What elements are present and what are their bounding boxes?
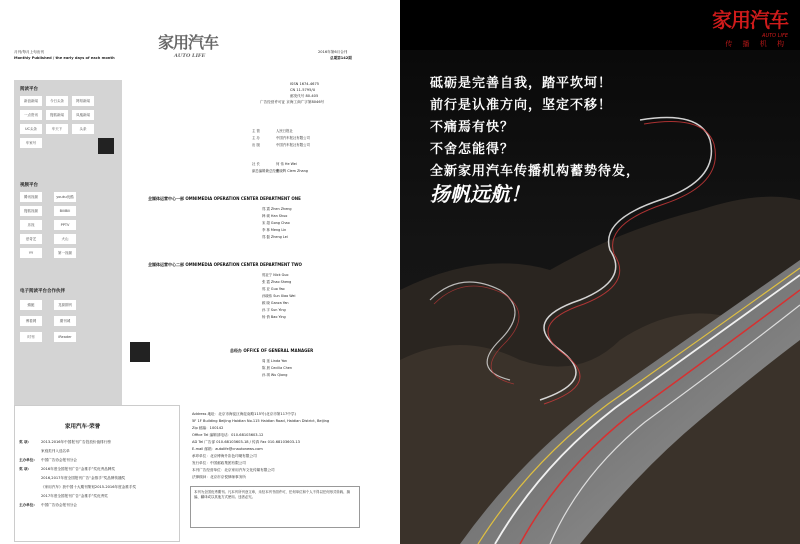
platform-logo: BiliBili — [54, 206, 76, 216]
header-right-1: 2016年第6月合刊 — [318, 50, 348, 54]
platform-logo: 车家号 — [20, 138, 42, 148]
masthead-role-cn: 出 版 — [252, 143, 260, 147]
poem-line: 不舍怎能得？ — [430, 142, 515, 157]
address-line: E-mail 邮箱：autolife@cnautonews.com — [192, 447, 263, 451]
award-text: 家庭类刊入选名单 — [41, 449, 70, 453]
masthead-role-cn: 主 办 — [252, 136, 260, 140]
award-text: 《家用汽车》获中国十大期刊策划2015-2016年度金推手奖 — [41, 485, 137, 489]
header-left-2: Monthly Published / the early days of each month — [14, 56, 115, 60]
staff-name: 郑 震 Zhen Zheng — [262, 207, 292, 211]
address-line: 承印单位：北京博海升彩色印刷有限公司 — [192, 454, 257, 458]
masthead-value: 张晓辉 Clem Zhang — [276, 169, 308, 173]
brand-logo — [158, 30, 218, 59]
address-line: 本刊广告经营单位：北京家用汽车文化传媒有限公司 — [192, 468, 275, 472]
pub-line: CN 11-5795/U — [290, 88, 316, 92]
auto-life-logo — [712, 4, 788, 49]
poem-line: 砥砺是完善自我，踏平坎坷！ — [430, 76, 613, 91]
platform-logo: 火山 — [54, 234, 76, 244]
platform-logo: UC头条 — [20, 124, 42, 134]
platform-logo: YY — [20, 248, 42, 258]
reading-platform-title: 阅读平台 — [20, 87, 38, 92]
staff-name: 周 延 Linda Yan — [262, 359, 288, 363]
staff-name: 郭亚宁 Nick Guo — [262, 273, 289, 277]
address-line: Office Tel 编辑部电话：010-68103603-12 — [192, 433, 264, 437]
header-left-1: 月刊/每月上旬出刊 — [14, 50, 44, 54]
platform-logo: 车天下 — [46, 124, 68, 134]
platform-logo: PPTV — [54, 220, 76, 230]
platform-logo: 今日头条 — [46, 96, 68, 106]
logo-tag: 传 播 机 构 — [725, 40, 788, 48]
brand-title: 家用汽车 — [158, 33, 219, 52]
staff-name: 陈 晨 Cecilia Chen — [262, 366, 292, 370]
platform-logo: 新浪新闻 — [20, 96, 42, 106]
brand-subtitle: AUTO LIFE — [174, 53, 206, 59]
qr-code-icon — [98, 138, 114, 154]
staff-name: 郭 亚 Guo Yao — [262, 287, 285, 291]
notice-box — [190, 486, 360, 528]
staff-name: 孙 宇 Sun Ying — [262, 308, 286, 312]
poem-line: 全新家用汽车传播机构蓄势待发， — [430, 164, 641, 179]
masthead-role-cn: 主 管 — [252, 129, 260, 133]
slogan: 扬帆远航！ — [430, 182, 530, 206]
masthead-value: 中国汽车报社有限公司 — [276, 136, 310, 140]
staff-name: 杨 俏 Bao Ying — [262, 315, 286, 319]
award-text: 2016年度全国报刊广告“金推手”奖优秀品牌奖 — [41, 467, 115, 471]
poem-line: 前行是认准方向，坚定不移！ — [430, 98, 613, 113]
honors-box — [14, 405, 180, 542]
address-line: 发行单位：中国邮政集团有限公司 — [192, 461, 246, 465]
award-text: 2016,2017年度全国报刊广告“金推手”奖品牌传播奖 — [41, 476, 126, 480]
platform-logo: 爱奇艺 — [20, 234, 42, 244]
staff-name: 郑 磊 Zheng Lei — [262, 235, 288, 239]
platform-logo: 第一视频 — [54, 248, 76, 258]
award-text: 中国广告协会报刊分会 — [41, 458, 77, 462]
platform-logo: 期刊城 — [54, 316, 76, 326]
platform-logo: 时刊 — [20, 332, 42, 342]
pub-line: 广告经营许可证 京海工商广字第8046号 — [260, 100, 325, 104]
award-label: 奖 项: — [19, 467, 29, 471]
platform-logo: 搜狐视频 — [20, 206, 42, 216]
platform-logo: 头条 — [72, 124, 94, 134]
platform-logo: 网易新闻 — [72, 96, 94, 106]
award-label: 奖 项: — [19, 440, 29, 444]
staff-name: 张 霞 Zhao Sheng — [262, 280, 292, 284]
address-line: 法律顾问：北京市京悦律师事务所 — [192, 475, 246, 479]
award-text: 2017年度全国报刊广告“金推手”奖优秀奖 — [41, 494, 108, 498]
platform-logo: 龙源期刊 — [54, 300, 76, 310]
staff-name: 顾 晓 Ganza Yan — [262, 301, 289, 305]
masthead-value: 何 伟 He Wei — [276, 162, 297, 166]
platform-logo: 凤凰新闻 — [72, 110, 94, 120]
award-label: 主办单位: — [19, 503, 35, 507]
address-line: Address 地址：北京市海淀区海淀南路115号(北京市第117中学) — [192, 412, 296, 416]
left-page — [0, 0, 392, 544]
header-right-2: 总期第142期 — [330, 56, 352, 60]
right-page — [400, 0, 800, 544]
dept1-title: 全媒体运营中心一部 OMNIMEDIA OPERATION CENTER DEPARTMENT ONE — [148, 196, 301, 201]
address-line: Zip 邮编：100142 — [192, 426, 224, 430]
ebook-platform-title: 电子阅读平台合作伙伴 — [20, 289, 65, 294]
pub-line: 邮发代号 80-405 — [290, 94, 319, 98]
masthead-value: 中国汽车报社有限公司 — [276, 143, 310, 147]
staff-name: 李 林 Meng Lin — [262, 228, 287, 232]
logo-sub: AUTO LIFE — [762, 33, 788, 39]
platform-logo: 博看网 — [20, 316, 42, 326]
platform-logo: 乐视 — [20, 220, 42, 230]
platform-logo: 一点资讯 — [20, 110, 42, 120]
office-title: 总经办 OFFICE OF GENERAL MANAGER — [230, 348, 314, 353]
platform-logo: 腾讯视频 — [20, 192, 42, 202]
platform-logo: youku优酷 — [54, 192, 76, 202]
poem-line: 不痛焉有快？ — [430, 120, 515, 135]
masthead-role-cn: 社 长 — [252, 162, 260, 166]
logo-main: 家用汽车 — [712, 8, 788, 32]
platform-logo: 蜻蜓 — [20, 300, 42, 310]
masthead-role-cn: 副总编辑兼总经理 — [252, 169, 280, 173]
pub-line: ISSN 1674-4675 — [290, 82, 320, 86]
award-label: 主办单位: — [19, 458, 35, 462]
address-line: AD Tel 广告部 010-68103603-18 / 传真 Fax 010-68103603-13 — [192, 440, 300, 444]
award-text: 中国广告协会报刊分会 — [41, 503, 77, 507]
platform-logo: iReader — [54, 332, 76, 342]
qr-code-icon — [130, 342, 150, 362]
staff-name: 宋 超 Gong Chao — [262, 221, 290, 225]
staff-name: 孙晓伟 Sun Xiao Wei — [262, 294, 296, 298]
notice-text: 本刊为全国优秀期刊。凡本刊所刊登文章，未经本刊书面许可，任何单位和个人不得以任何形式转载、摘编、翻译或以其他方式使用。违者必究。 — [194, 490, 350, 499]
award-text: 2013-2016年中国报刊广告投放价值排行榜 — [41, 440, 111, 444]
staff-name: 韩 硕 Han Shuo — [262, 214, 288, 218]
platform-logo: 搜狐新闻 — [46, 110, 68, 120]
masthead-value: 人民日报社 — [276, 129, 293, 133]
platform-sidebar — [14, 80, 122, 410]
honors-title: 家用汽车·荣誉 — [65, 424, 101, 430]
address-line: 5F 1F Building Beijing Haidian No.115 Haidian Road, Haidian District, Beijing — [192, 419, 330, 423]
staff-name: 孙 琪 Wu Qiong — [262, 373, 288, 377]
video-platform-title: 视频平台 — [20, 183, 38, 188]
dept2-title: 全媒体运营中心二部 OMNIMEDIA OPERATION CENTER DEPARTMENT TWO — [148, 262, 302, 267]
